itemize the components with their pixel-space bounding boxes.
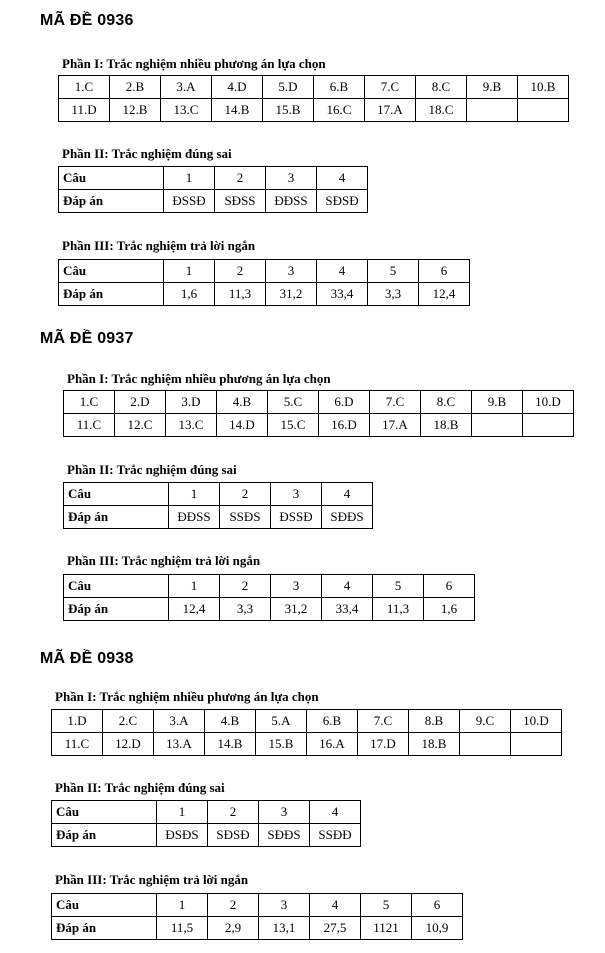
answer-cell: 18.B [409, 733, 460, 756]
part3-title: Phần III: Trắc nghiệm trả lời ngắn [67, 553, 261, 568]
answer-cell: 10.B [518, 76, 569, 99]
question-number: 4 [322, 483, 373, 506]
answer-cell: 4.B [217, 391, 268, 414]
part2-title: Phần II: Trắc nghiệm đúng sai [62, 146, 232, 161]
answer-cell: 14.D [217, 414, 268, 437]
answer-cell: 31,2 [266, 283, 317, 306]
answer-cell: 11.C [64, 414, 115, 437]
answer-cell: 8.B [409, 710, 460, 733]
answer-cell: 1.D [52, 710, 103, 733]
answer-cell: 13.A [154, 733, 205, 756]
answer-cell: 12.C [115, 414, 166, 437]
answer-cell: 1,6 [164, 283, 215, 306]
question-label: Câu [52, 894, 157, 917]
answer-cell [523, 414, 574, 437]
table-row [52, 894, 463, 917]
answer-cell: ĐSSĐ [271, 506, 322, 529]
answer-cell: SĐSĐ [208, 824, 259, 847]
answer-cell: 16.D [319, 414, 370, 437]
part2-answer-table [58, 166, 368, 213]
answer-cell: 7.C [358, 710, 409, 733]
answer-cell: 33,4 [322, 598, 373, 621]
table-row [59, 76, 569, 99]
question-number: 1 [164, 167, 215, 190]
question-number: 4 [317, 167, 368, 190]
question-label: Câu [59, 167, 164, 190]
table-row [64, 414, 574, 437]
question-number: 6 [412, 894, 463, 917]
answer-label: Đáp án [64, 598, 169, 621]
answer-label: Đáp án [52, 824, 157, 847]
answer-cell: ĐSSĐ [164, 190, 215, 213]
question-number: 3 [271, 575, 322, 598]
answer-cell: SĐĐS [322, 506, 373, 529]
answer-cell: 1121 [361, 917, 412, 940]
answer-cell: 12.B [110, 99, 161, 122]
answer-cell: 14.B [212, 99, 263, 122]
answer-cell: 18.C [416, 99, 467, 122]
part2-answer-table [63, 482, 373, 529]
table-row [64, 575, 475, 598]
answer-cell: 17.A [370, 414, 421, 437]
answer-cell: 9.B [467, 76, 518, 99]
answer-cell: 11,3 [373, 598, 424, 621]
question-number: 3 [259, 894, 310, 917]
part3-answer-table [63, 574, 475, 621]
answer-cell: 1.C [64, 391, 115, 414]
table-row [59, 260, 470, 283]
table-row [59, 167, 368, 190]
table-row [64, 506, 373, 529]
answer-cell: 5.C [268, 391, 319, 414]
answer-cell: 10,9 [412, 917, 463, 940]
question-number: 1 [169, 575, 220, 598]
question-label: Câu [52, 801, 157, 824]
answer-cell: 11.D [59, 99, 110, 122]
question-label: Câu [64, 575, 169, 598]
answer-cell: 6.B [314, 76, 365, 99]
answer-cell: 27,5 [310, 917, 361, 940]
part3-answer-table [58, 259, 470, 306]
answer-cell: 6.B [307, 710, 358, 733]
question-number: 2 [215, 167, 266, 190]
answer-cell [518, 99, 569, 122]
answer-cell: SĐSĐ [317, 190, 368, 213]
answer-cell: 9.C [460, 710, 511, 733]
answer-cell: 17.A [365, 99, 416, 122]
table-row [59, 190, 368, 213]
question-number: 1 [169, 483, 220, 506]
part3-title: Phần III: Trắc nghiệm trả lời ngắn [55, 872, 249, 887]
answer-cell: 3.D [166, 391, 217, 414]
question-number: 6 [424, 575, 475, 598]
answer-cell: 11,3 [215, 283, 266, 306]
question-number: 4 [317, 260, 368, 283]
answer-cell: 3,3 [368, 283, 419, 306]
part1-title: Phần I: Trắc nghiệm nhiều phương án lựa chọn [55, 689, 319, 704]
question-number: 2 [215, 260, 266, 283]
question-number: 5 [373, 575, 424, 598]
question-number: 1 [157, 894, 208, 917]
answer-cell: 16.A [307, 733, 358, 756]
question-label: Câu [59, 260, 164, 283]
question-number: 2 [220, 483, 271, 506]
table-row [64, 598, 475, 621]
table-row [52, 710, 562, 733]
answer-cell: 4.B [205, 710, 256, 733]
answer-cell: 12,4 [169, 598, 220, 621]
question-number: 5 [361, 894, 412, 917]
answer-cell: 5.A [256, 710, 307, 733]
part2-title: Phần II: Trắc nghiệm đúng sai [55, 780, 225, 795]
answer-cell: 3.A [161, 76, 212, 99]
question-number: 4 [322, 575, 373, 598]
answer-cell: 17.D [358, 733, 409, 756]
question-number: 5 [368, 260, 419, 283]
part1-answer-table [51, 709, 562, 756]
table-row [59, 99, 569, 122]
question-number: 3 [266, 260, 317, 283]
answer-cell: 12,4 [419, 283, 470, 306]
answer-cell: 13.C [161, 99, 212, 122]
answer-label: Đáp án [59, 283, 164, 306]
answer-cell: SĐĐS [259, 824, 310, 847]
part1-answer-table [58, 75, 569, 122]
answer-cell: 12.D [103, 733, 154, 756]
table-row [64, 483, 373, 506]
part1-title: Phần I: Trắc nghiệm nhiều phương án lựa chọn [62, 56, 326, 71]
answer-cell: SĐSS [215, 190, 266, 213]
answer-cell: 10.D [511, 710, 562, 733]
exam-code-heading: MÃ ĐỀ 0938 [40, 650, 134, 667]
answer-cell: 7.C [370, 391, 421, 414]
answer-cell: 3.A [154, 710, 205, 733]
answer-label: Đáp án [59, 190, 164, 213]
answer-cell: 18.B [421, 414, 472, 437]
answer-cell: 15.B [263, 99, 314, 122]
answer-cell: ĐĐSS [266, 190, 317, 213]
answer-cell: 2.D [115, 391, 166, 414]
answer-cell: SSĐĐ [310, 824, 361, 847]
answer-cell: 14.B [205, 733, 256, 756]
answer-cell: 16.C [314, 99, 365, 122]
answer-cell: 9.B [472, 391, 523, 414]
answer-cell: 15.B [256, 733, 307, 756]
answer-cell: 8.C [416, 76, 467, 99]
answer-cell: 11.C [52, 733, 103, 756]
question-number: 2 [220, 575, 271, 598]
question-number: 3 [266, 167, 317, 190]
answer-cell: 3,3 [220, 598, 271, 621]
part2-title: Phần II: Trắc nghiệm đúng sai [67, 462, 237, 477]
table-row [52, 801, 361, 824]
answer-cell: 15.C [268, 414, 319, 437]
part3-title: Phần III: Trắc nghiệm trả lời ngắn [62, 238, 256, 253]
answer-cell: 1,6 [424, 598, 475, 621]
question-number: 2 [208, 894, 259, 917]
part2-answer-table [51, 800, 361, 847]
answer-cell [467, 99, 518, 122]
answer-cell: 10.D [523, 391, 574, 414]
answer-cell: 1.C [59, 76, 110, 99]
answer-cell: 5.D [263, 76, 314, 99]
part1-title: Phần I: Trắc nghiệm nhiều phương án lựa chọn [67, 371, 331, 386]
answer-cell [460, 733, 511, 756]
answer-cell: 6.D [319, 391, 370, 414]
answer-cell: 11,5 [157, 917, 208, 940]
table-row [52, 824, 361, 847]
question-number: 1 [157, 801, 208, 824]
part1-answer-table [63, 390, 574, 437]
question-number: 3 [259, 801, 310, 824]
table-row [52, 917, 463, 940]
answer-cell: 7.C [365, 76, 416, 99]
answer-cell: 13.C [166, 414, 217, 437]
exam-code-heading: MÃ ĐỀ 0937 [40, 330, 134, 347]
question-number: 6 [419, 260, 470, 283]
question-number: 1 [164, 260, 215, 283]
answer-cell [472, 414, 523, 437]
answer-cell: 13,1 [259, 917, 310, 940]
exam-code-heading: MÃ ĐỀ 0936 [40, 12, 134, 29]
table-row [59, 283, 470, 306]
answer-cell: 33,4 [317, 283, 368, 306]
answer-cell: 2.B [110, 76, 161, 99]
answer-cell: 31,2 [271, 598, 322, 621]
answer-cell [511, 733, 562, 756]
answer-cell: ĐĐSS [169, 506, 220, 529]
question-label: Câu [64, 483, 169, 506]
table-row [52, 733, 562, 756]
answer-cell: SSĐS [220, 506, 271, 529]
answer-label: Đáp án [64, 506, 169, 529]
question-number: 4 [310, 894, 361, 917]
answer-cell: 4.D [212, 76, 263, 99]
part3-answer-table [51, 893, 463, 940]
question-number: 4 [310, 801, 361, 824]
question-number: 3 [271, 483, 322, 506]
answer-cell: 2,9 [208, 917, 259, 940]
answer-label: Đáp án [52, 917, 157, 940]
answer-cell: 8.C [421, 391, 472, 414]
answer-cell: ĐSĐS [157, 824, 208, 847]
question-number: 2 [208, 801, 259, 824]
answer-cell: 2.C [103, 710, 154, 733]
table-row [64, 391, 574, 414]
